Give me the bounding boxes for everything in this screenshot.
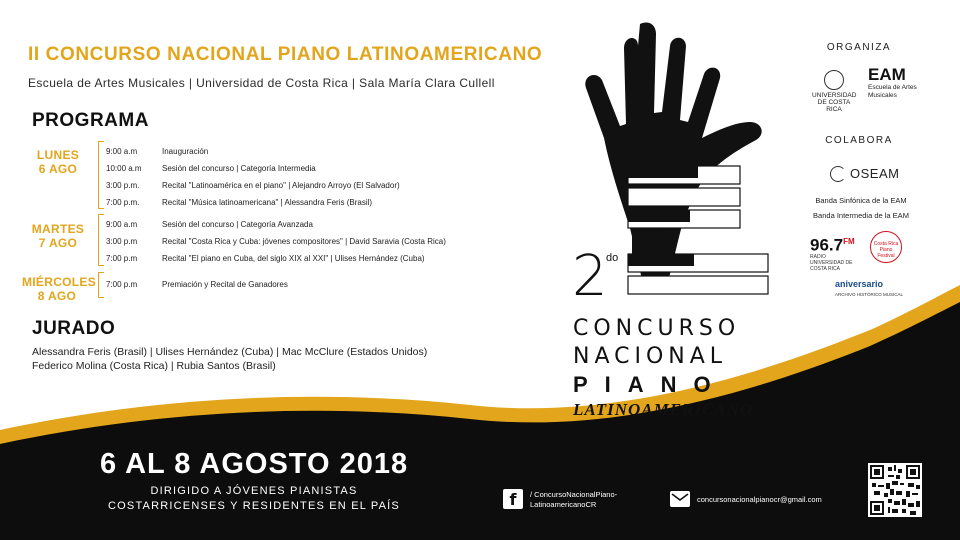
day-tuesday: [30, 222, 86, 250]
event-desc: Recital "Costa Rica y Cuba: jóvenes compositores" | David Saravia (Costa Rica): [162, 237, 446, 246]
jurado-heading: JURADO: [32, 318, 116, 339]
ucr-text: UNIVERSIDAD DE COSTA RICA: [812, 92, 857, 113]
day-name: MIÉRCOLES: [22, 275, 97, 289]
facebook-icon[interactable]: f: [503, 489, 523, 509]
event-time: 10:00 a.m: [106, 164, 142, 173]
event-dates: 6 AL 8 AGOSTO 2018: [100, 448, 409, 480]
day-name: LUNES: [36, 148, 80, 162]
aniversario-logo: [835, 274, 903, 297]
facebook-link[interactable]: [530, 490, 617, 510]
event-time: 3:00 p.m: [106, 237, 138, 246]
event-desc: Recital "El piano en Cuba, del siglo XIX al XXI" | Ulises Hernández (Cuba): [162, 254, 425, 263]
day-date: 7 AGO: [38, 236, 78, 250]
radio-ucr-logo: [810, 233, 860, 272]
event-desc: Recital "Música latinoamericana" | Alessandra Feris (Brasil): [162, 198, 373, 207]
event-desc: Sesión del concurso | Categoría Avanzada: [162, 220, 313, 229]
colabora-heading: COLABORA: [825, 135, 893, 146]
bracket-wednesday: [98, 272, 104, 298]
radio-number: 96.7: [810, 235, 844, 255]
event-time: 7:00 p.m: [106, 280, 138, 289]
event-time: 7:00 p.m: [106, 254, 138, 263]
logo-word-piano: PIANO: [573, 372, 728, 397]
event-desc: Premiación y Recital de Ganadores: [162, 280, 288, 289]
day-date: 6 AGO: [38, 162, 78, 176]
ucr-logo: [812, 70, 856, 113]
audience-line-2: COSTARRICENSES Y RESIDENTES EN EL PAÍS: [108, 500, 400, 512]
eam-full: Escuela de Artes Musicales: [868, 84, 917, 99]
qr-code: [868, 463, 922, 517]
day-monday: [30, 148, 86, 176]
costa-text: Costa Rica Piano Festival: [873, 241, 899, 259]
event-time: 7:00 p.m.: [106, 198, 140, 207]
aniversario-text: aniversario: [835, 279, 884, 289]
day-date: 8 AGO: [37, 289, 77, 303]
jury-line: Alessandra Feris (Brasil) | Ulises Hernández (Cuba) | Mac McClure (Estados Unidos): [32, 346, 428, 358]
banda-sinfonica: Banda Sinfónica de la EAM: [815, 196, 907, 205]
radio-sub: RADIO UNIVERSIDAD DE COSTA RICA: [810, 253, 853, 272]
programa-heading: PROGRAMA: [32, 110, 149, 131]
mail-icon[interactable]: [670, 491, 690, 507]
event-time: 9:00 a.m: [106, 220, 138, 229]
event-time: 9:00 a.m: [106, 147, 138, 156]
event-time: 3:00 p.m.: [106, 181, 140, 190]
facebook-line-1: / ConcursoNacionalPiano-: [530, 490, 618, 499]
aniversario-sub: ARCHIVO HISTÓRICO MUSICAL: [835, 292, 904, 297]
costa-rica-piano-festival-logo: [870, 231, 902, 263]
facebook-line-2: LatinoamericanoCR: [530, 500, 597, 509]
email-link[interactable]: concursonacionalpianocr@gmail.com: [697, 495, 822, 504]
edition-number: 2: [572, 244, 608, 309]
radio-fm: FM: [843, 237, 855, 246]
event-desc: Sesión del concurso | Categoría Intermedia: [162, 164, 316, 173]
day-name: MARTES: [31, 222, 85, 236]
day-wednesday: [22, 275, 97, 303]
audience-line-1: DIRIGIDO A JÓVENES PIANISTAS: [150, 485, 358, 497]
bracket-tuesday: [98, 214, 104, 266]
ucr-seal-icon: [824, 70, 844, 90]
oseam-text: OSEAM: [850, 166, 900, 181]
edition-ordinal: do: [606, 252, 619, 264]
eam-short: EAM: [868, 65, 906, 84]
jury-line: Federico Molina (Costa Rica) | Rubia Santos (Brasil): [32, 360, 276, 372]
oseam-logo: [830, 165, 899, 183]
organiza-heading: ORGANIZA: [826, 42, 892, 53]
logo-word-nacional: NACIONAL: [573, 344, 728, 369]
event-desc: Recital "Latinoamérica en el piano" | Alejandro Arroyo (El Salvador): [162, 181, 400, 190]
logo-word-concurso: CONCURSO: [573, 316, 741, 341]
bracket-monday: [98, 141, 104, 209]
banda-intermedia: Banda Intermedia de la EAM: [813, 211, 909, 220]
event-desc: Inauguración: [162, 147, 209, 156]
logo-word-latinoamericano: LATINOAMERICANO: [573, 400, 754, 419]
event-venue: Escuela de Artes Musicales | Universidad de Costa Rica | Sala María Clara Cullell: [28, 76, 495, 90]
event-title: II CONCURSO NACIONAL PIANO LATINOAMERICANO: [28, 44, 543, 65]
eam-logo: [868, 66, 924, 99]
oseam-swirl-icon: [830, 166, 846, 182]
